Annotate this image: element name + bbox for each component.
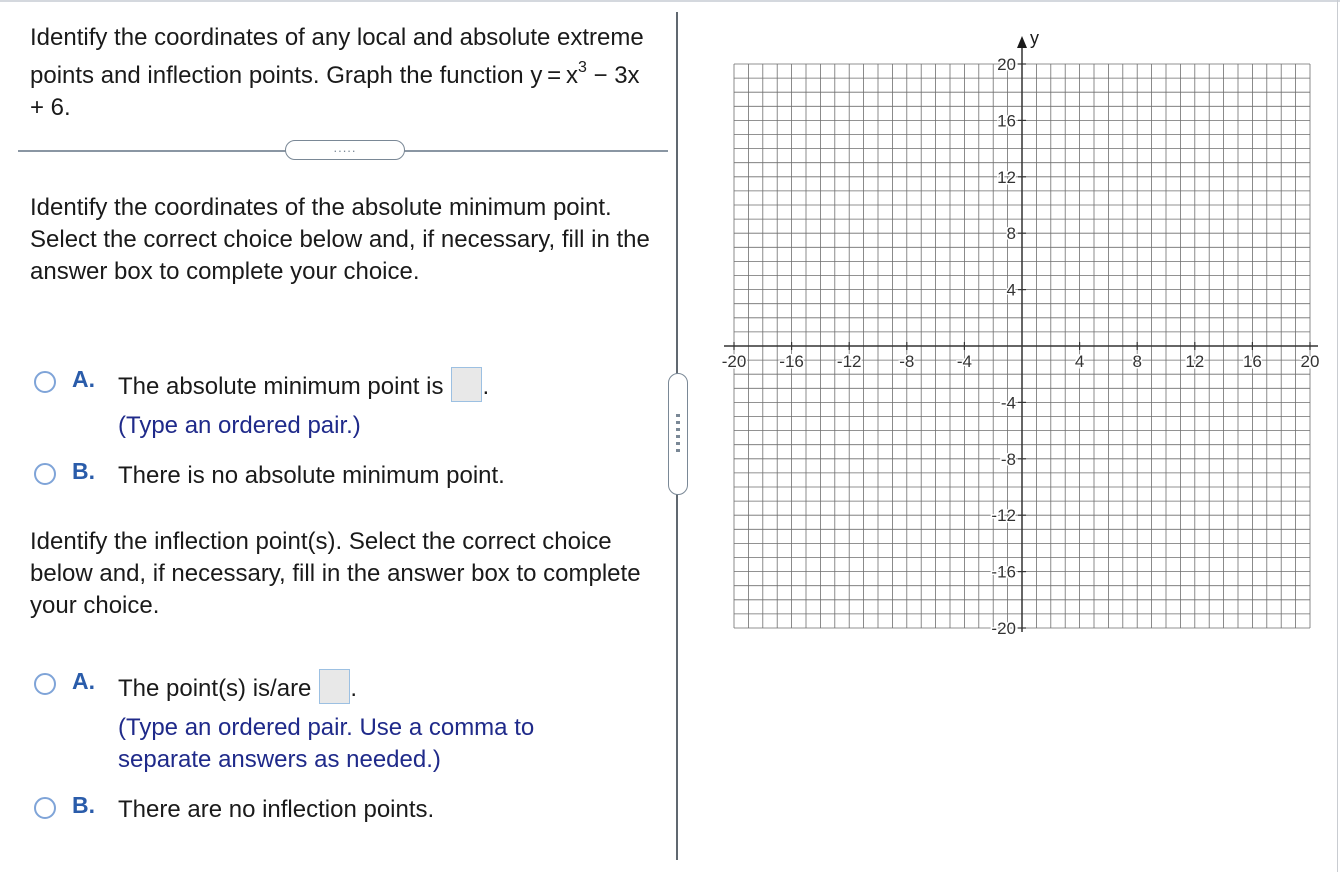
choice-hint: (Type an ordered pair.) bbox=[118, 412, 361, 439]
choice-letter: B. bbox=[72, 792, 95, 818]
y-tick-label: 20 bbox=[997, 55, 1016, 74]
splitter-drag-handle[interactable] bbox=[668, 373, 688, 495]
x-tick-label: 16 bbox=[1242, 352, 1262, 371]
x-tick-label: 20 bbox=[1300, 352, 1320, 371]
x-tick-label: -12 bbox=[836, 352, 862, 371]
choice-letter: A. bbox=[72, 668, 95, 694]
y-tick-label: -20 bbox=[991, 619, 1016, 638]
choice-text: There is no absolute minimum point. bbox=[118, 462, 505, 489]
inflection-prompt: Identify the inflection point(s). Select the correct choice below and, if necessary, fill in the answer box to complete your choice. bbox=[30, 528, 641, 619]
right-border bbox=[1337, 0, 1338, 872]
choice-text: There are no inflection points. bbox=[118, 796, 435, 823]
answer-box[interactable] bbox=[451, 367, 482, 402]
y-tick-label: -16 bbox=[991, 562, 1016, 582]
choice-period: . bbox=[482, 372, 490, 400]
choice-a-label: The point(s) is/are bbox=[118, 674, 312, 702]
y-tick-label: -4 bbox=[1000, 393, 1016, 413]
question-text bbox=[30, 22, 650, 124]
x-tick-label: -8 bbox=[899, 352, 915, 371]
choice-letter: A. bbox=[72, 366, 95, 392]
question-tail: − 3x + 6. bbox=[30, 62, 640, 121]
y-tick-label: -12 bbox=[991, 506, 1016, 526]
x-tick-label: -4 bbox=[956, 352, 972, 371]
y-tick-label: 16 bbox=[997, 111, 1016, 131]
choice-text bbox=[118, 672, 357, 707]
y-tick-label: 12 bbox=[997, 167, 1016, 187]
graph-area[interactable] bbox=[700, 20, 1330, 640]
x-tick-label: -16 bbox=[779, 352, 804, 371]
x-tick-label: 12 bbox=[1185, 352, 1205, 371]
question-exponent: 3 bbox=[577, 59, 587, 76]
y-tick-label: 4 bbox=[1006, 280, 1016, 300]
x-tick-label: 8 bbox=[1132, 352, 1142, 371]
y-tick-label: -8 bbox=[1000, 449, 1016, 469]
y-axis-label: y bbox=[1030, 28, 1039, 48]
answer-box[interactable] bbox=[319, 669, 350, 704]
absolute-min-prompt: Identify the coordinates of the absolute minimum point. Select the correct choice below and, if necessary, fill in the answer box to complete your choice. bbox=[30, 194, 650, 285]
choice-text bbox=[118, 370, 489, 405]
x-tick-label: -20 bbox=[721, 352, 747, 371]
choice-a-label: The absolute minimum point is bbox=[118, 372, 444, 400]
choice-hint-line2: separate answers as needed.) bbox=[118, 746, 441, 773]
y-axis-arrow-icon bbox=[1017, 36, 1027, 48]
divider-expand-handle[interactable]: ..... bbox=[285, 140, 405, 160]
radio-button[interactable] bbox=[34, 797, 56, 819]
radio-button[interactable] bbox=[34, 463, 56, 485]
choice-period: . bbox=[350, 674, 358, 702]
drag-dots-icon bbox=[676, 414, 680, 454]
radio-button[interactable] bbox=[34, 371, 56, 393]
choice-hint-line1: (Type an ordered pair. Use a comma to bbox=[118, 714, 535, 741]
choice-letter: B. bbox=[72, 458, 95, 484]
x-tick-label: 4 bbox=[1074, 352, 1085, 371]
radio-button[interactable] bbox=[34, 673, 56, 695]
question-main: Identify the coordinates of any local and absolute extreme points and inflection points. Graph the function y = x bbox=[30, 24, 644, 89]
y-tick-label: 8 bbox=[1006, 224, 1016, 244]
